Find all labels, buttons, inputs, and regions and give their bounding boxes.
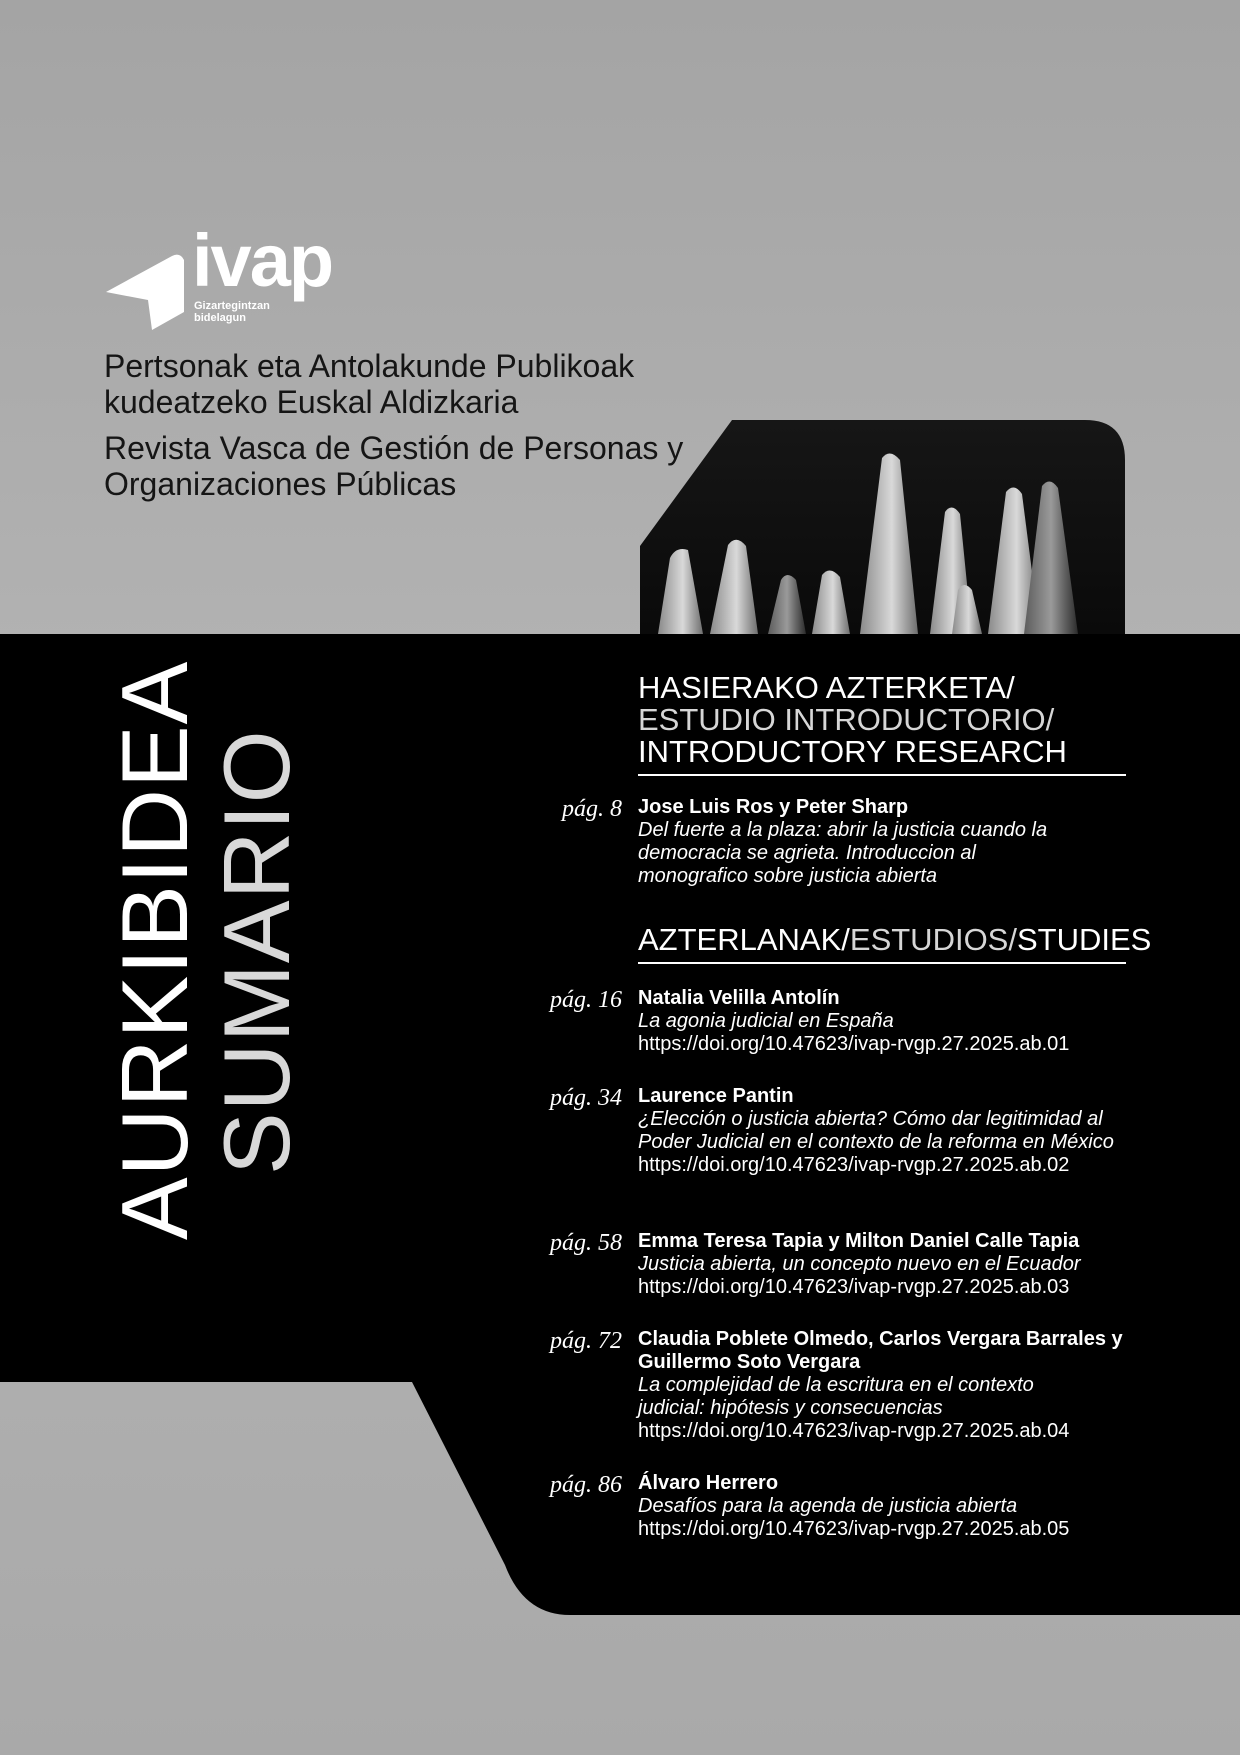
section-heading-en: STUDIES [1016, 922, 1152, 957]
section-heading-introductory [638, 672, 1126, 776]
vertical-title-aurkibidea: AURKIBIDEA [102, 660, 207, 1240]
section-heading-es: ESTUDIOS/ [849, 922, 1017, 957]
contents-entry [638, 1328, 1138, 1443]
entry-authors: Laurence Pantin [638, 1085, 794, 1107]
contents-entry [638, 1472, 1138, 1541]
journal-title-basque: Pertsonak eta Antolakunde Publikoak kudeatzeko Euskal Aldizkaria [104, 348, 635, 420]
contents-entry [638, 987, 1138, 1056]
logo-tagline: Gizartegintzan bidelagun [194, 300, 270, 324]
entry-doi-link[interactable]: https://doi.org/10.47623/ivap-rvgp.27.2025.ab.01 [638, 1033, 1070, 1055]
entry-title: ¿Elección o justicia abierta? Cómo dar legitimidad al Poder Judicial en el contexto de la reforma en México [638, 1108, 1114, 1153]
section-heading-es: ESTUDIO INTRODUCTORIO/ [638, 702, 1055, 737]
vertical-title-sumario: SUMARIO [204, 729, 309, 1175]
section-heading-eu: HASIERAKO AZTERKETA/ [638, 670, 1015, 705]
section-heading-eu: AZTERLANAK/ [638, 922, 850, 957]
contents-entry [638, 796, 1138, 888]
section-heading-studies [638, 922, 1152, 964]
page-reference: pág. 8 [562, 796, 622, 822]
entry-authors: Natalia Velilla Antolín [638, 987, 840, 1009]
entry-title: La agonia judicial en España [638, 1010, 894, 1032]
entry-authors: Claudia Poblete Olmedo, Carlos Vergara Barrales y Guillermo Soto Vergara [638, 1328, 1123, 1373]
page-reference: pág. 58 [550, 1230, 622, 1256]
entry-doi-link[interactable]: https://doi.org/10.47623/ivap-rvgp.27.2025.ab.05 [638, 1518, 1070, 1540]
page-reference: pág. 72 [550, 1328, 622, 1354]
entry-authors: Emma Teresa Tapia y Milton Daniel Calle Tapia [638, 1230, 1080, 1252]
entry-title: Desafíos para la agenda de justicia abierta [638, 1495, 1018, 1517]
journal-title-spanish: Revista Vasca de Gestión de Personas y Organizaciones Públicas [104, 430, 684, 502]
entry-doi-link[interactable]: https://doi.org/10.47623/ivap-rvgp.27.2025.ab.02 [638, 1154, 1070, 1176]
page-reference: pág. 34 [550, 1085, 622, 1111]
ivap-logo [104, 219, 344, 332]
entry-authors: Jose Luis Ros y Peter Sharp [638, 796, 909, 818]
section-heading-en: INTRODUCTORY RESEARCH [638, 734, 1067, 769]
page-reference: pág. 16 [550, 987, 622, 1013]
contents-entry [638, 1230, 1138, 1299]
entry-title: Justicia abierta, un concepto nuevo en el Ecuador [638, 1253, 1081, 1275]
contents-entry [638, 1085, 1138, 1177]
entry-authors: Álvaro Herrero [638, 1472, 779, 1494]
entry-doi-link[interactable]: https://doi.org/10.47623/ivap-rvgp.27.2025.ab.03 [638, 1276, 1070, 1298]
entry-title: La complejidad de la escritura en el contexto judicial: hipótesis y consecuencias [638, 1374, 1034, 1419]
entry-title: Del fuerte a la plaza: abrir la justicia cuando la democracia se agrieta. Introduccion al monografico sobre justicia abierta [638, 819, 1048, 887]
entry-doi-link[interactable]: https://doi.org/10.47623/ivap-rvgp.27.2025.ab.04 [638, 1420, 1070, 1442]
page-reference: pág. 86 [550, 1472, 622, 1498]
logo-wordmark: ivap [192, 219, 333, 302]
